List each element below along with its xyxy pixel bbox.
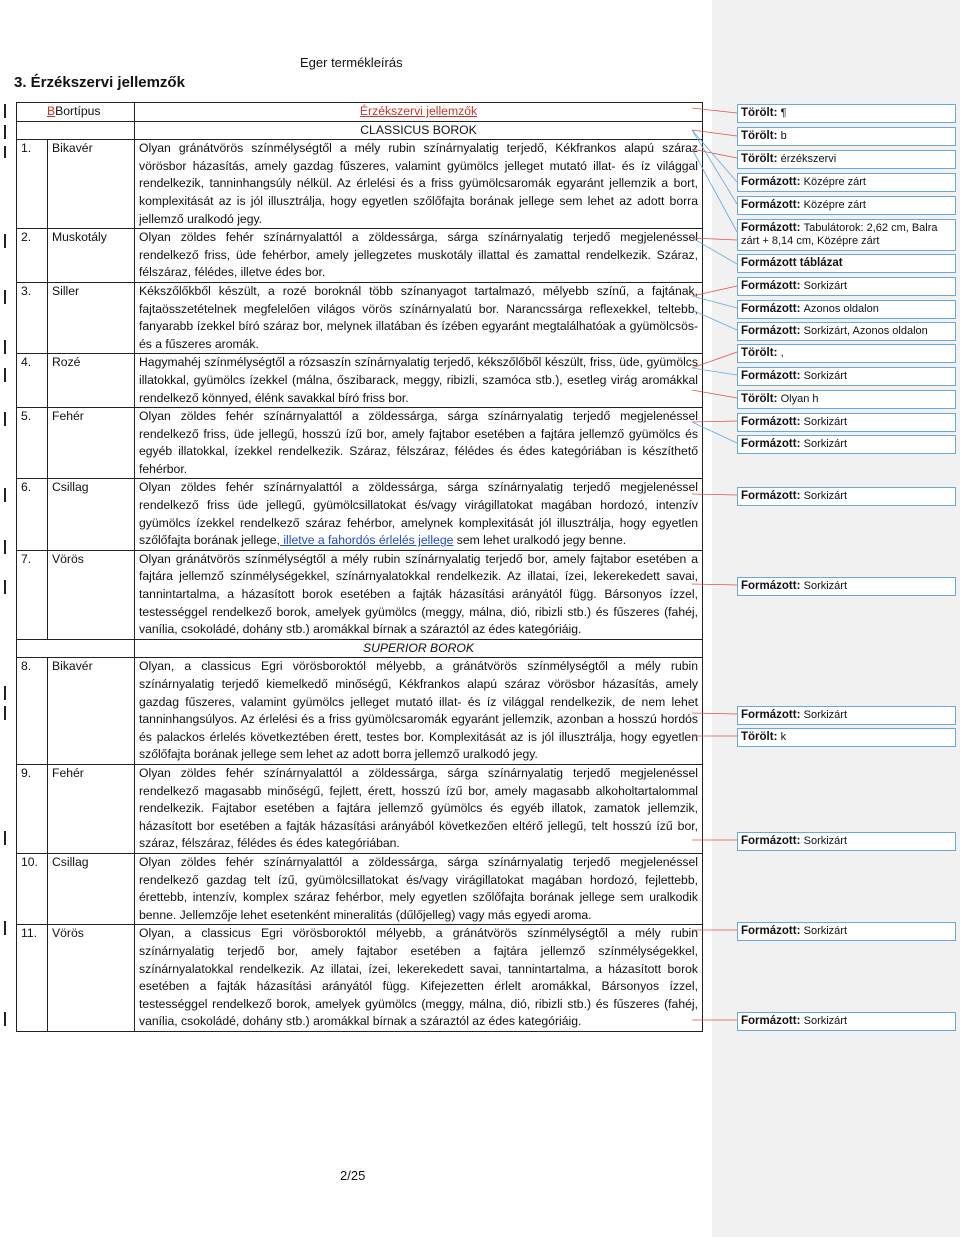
balloon-label: Formázott: [741, 709, 801, 721]
col-header-type: BBortípus [17, 103, 135, 122]
balloon-value: Sorkizárt [803, 580, 848, 592]
balloon-label: Formázott: [741, 490, 801, 502]
wine-description: Hagymahéj színmélységtől a rózsaszín színárnyalatig terjedő, kékszőlőből készült, friss, üde, gyümölcs illatokkal, gyümölcs ízekkel (málna, őszibarack, meggy, ribizli, szamóca stb.), esetleg virág aromákkal rendelkező könnyed, élénk savakkal bíró friss bor. [135, 354, 703, 408]
balloon-value: Sorkizárt [803, 490, 848, 502]
balloon-value: Olyan h [780, 393, 819, 405]
wine-type: Fehér [48, 408, 135, 479]
row-number: 4. [17, 354, 48, 408]
page-number: 2/25 [340, 1168, 366, 1183]
col-header-sensory-label: Érzékszervi jellemzők [359, 104, 478, 118]
balloon-value: , [780, 347, 784, 359]
balloon-label: Formázott: [741, 325, 801, 337]
revision-balloon[interactable] [737, 922, 956, 941]
balloon-label: Formázott: [741, 1015, 801, 1027]
row-number: 5. [17, 408, 48, 479]
balloon-value: Sorkizárt [803, 416, 848, 428]
balloon-label: Formázott: [741, 222, 801, 234]
balloon-value: Sorkizárt [803, 835, 848, 847]
revision-balloon[interactable] [737, 728, 956, 747]
row-number: 6. [17, 479, 48, 550]
wine-description: Olyan, a classicus Egri vörösboroktól mélyebb, a gránátvörös színmélységtől a mély rubin színárnyalatig terjedő kiemelkedő minőségű, Kékfrankos alapú száraz vörösbor házasítás, amely gazdag fűszeres, valamint gyümölcs jelleget mutató illat- és íz világgal rendelkezik, de nem lehet tanninhangsúlyos. Az érlelési és a friss gyümölcsaromák egyaránt jellemzik, azonban a hosszú hordós és palackos érlelés következtében érett, testes bor. Komplexitását az is jól illusztrálja, hogy egyetlen szőlőfajta borának jellege sem lehet az adott borra jellemző uralkodó jegy. [135, 658, 703, 765]
revision-balloon[interactable] [737, 1012, 956, 1031]
balloon-label: Formázott: [741, 438, 801, 450]
row-number: 10. [17, 853, 48, 924]
revision-balloon[interactable] [737, 219, 956, 251]
wine-description: Kékszőlőkből készült, a rozé boroknál több színanyagot tartalmazó, mélyebb színű, a fajtának, fajtaösszetételnek megfelelően világos vörös színárnyalatú bor. Narancssárga reflexekkel, teltebb, fanyarabb ízekkel bíró száraz bor, melynek illatában és ízében egyaránt megtalálhatóak a gyümölcsös- és a fűszeres aromák. [135, 282, 703, 353]
row-number: 8. [17, 658, 48, 765]
balloon-value: Sorkizárt [803, 925, 848, 937]
wine-type: Csillag [48, 853, 135, 924]
wine-type: Rozé [48, 354, 135, 408]
revision-balloon[interactable] [737, 487, 956, 506]
description-tail: sem lehet uralkodó jegy benne. [453, 533, 627, 548]
wine-description: Olyan zöldes fehér színárnyalattól a zöldessárga, sárga színárnyalatig terjedő megjelenéssel rendelkező magasabb minőségű, fejlett, érett, hosszú ízű bor, amely magasabb alkoholtartalommal rendelkezik. Fajtabor esetében a fajtára jellemző gyümölcs és egyéb illatok, zamatok jellemzik, házasított bor esetében a fajták házasítási arányából következően eltérő jellegű, telt hosszú ízű bor, száraz, félszáraz, félédes és édes kategóriában. [135, 764, 703, 853]
balloon-label: Törölt: [741, 107, 778, 119]
balloon-value: Sorkizárt [803, 438, 848, 450]
wine-type: Bikavér [48, 140, 135, 229]
revision-balloon[interactable] [737, 196, 956, 215]
balloon-label: Törölt: [741, 347, 778, 359]
running-header: Eger termékleírás [300, 55, 403, 70]
balloon-value: Tabulátorok: 2,62 cm, Balra zárt + 8,14 cm, Középre zárt [741, 222, 938, 247]
section-title: 3. Érzékszervi jellemzők [14, 74, 185, 91]
wine-type: Csillag [48, 479, 135, 550]
wine-type: Muskotály [48, 229, 135, 283]
balloon-value: k [780, 731, 787, 743]
balloon-value: Sorkizárt [803, 1015, 848, 1027]
revision-balloon[interactable] [737, 322, 956, 341]
revision-balloon[interactable] [737, 173, 956, 192]
balloon-label: Törölt: [741, 731, 778, 743]
wine-type: Fehér [48, 764, 135, 853]
revision-balloon[interactable] [737, 390, 956, 409]
balloon-label: Formázott: [741, 303, 801, 315]
balloon-label: Formázott: [741, 416, 801, 428]
row-number: 11. [17, 925, 48, 1032]
balloon-label: Törölt: [741, 393, 778, 405]
col-header-type-label: Bortípus [55, 104, 101, 118]
group-classicus: CLASSICUS BOROK [135, 121, 703, 140]
balloon-label: Formázott: [741, 835, 801, 847]
revision-balloon[interactable] [737, 104, 956, 123]
row-number: 2. [17, 229, 48, 283]
balloon-value: b [780, 130, 787, 142]
balloon-value: Középre zárt [803, 176, 866, 188]
revision-balloon[interactable] [737, 435, 956, 454]
balloon-label: Formázott táblázat [741, 257, 843, 269]
revision-balloon[interactable] [737, 254, 956, 273]
revision-balloon[interactable] [737, 344, 956, 363]
row-number: 1. [17, 140, 48, 229]
group-superior: SUPERIOR BOROK [135, 639, 703, 658]
revision-balloon[interactable] [737, 367, 956, 386]
revision-balloon[interactable] [737, 150, 956, 169]
inserted-text: illetve a fahordós érlelés jellege [279, 533, 454, 548]
revision-balloon[interactable] [737, 277, 956, 296]
revision-balloon[interactable] [737, 300, 956, 319]
balloon-value: ¶ [780, 107, 787, 119]
balloon-label: Formázott: [741, 280, 801, 292]
balloon-value: Sorkizárt [803, 370, 848, 382]
revision-balloon[interactable] [737, 127, 956, 146]
balloon-value: Sorkizárt, Azonos oldalon [803, 325, 928, 337]
balloon-label: Formázott: [741, 199, 801, 211]
revision-balloon[interactable] [737, 706, 956, 725]
wine-description: Olyan zöldes fehér színárnyalattól a zöldessárga, sárga színárnyalatig terjedő megjelenéssel rendelkező friss, üde fehérbor, amely jellegzetes muskotály illattal és zamattal rendelkezik. Száraz, félszáraz, félédes, illetve édes bor. [135, 229, 703, 283]
wine-type: Vörös [48, 925, 135, 1032]
revision-balloon[interactable] [737, 413, 956, 432]
description-text: Olyan zöldes fehér színárnyalattól a zöldessárga, sárga színárnyalatig terjedő megjelenéssel rendelkező friss üde jellegű, gyümölcsillatokat és/vagy virágillatokat magában hordozó, intenzív gyümölcs ízekkel rendelkező száraz fehérbor, amelynek komplexitását jól illusztrálja, hogy egyetlen szőlőfajta borának jellege, [139, 480, 698, 548]
balloon-value: érzékszervi [780, 153, 837, 165]
balloon-value: Sorkizárt [803, 280, 848, 292]
balloon-label: Formázott: [741, 370, 801, 382]
balloon-value: Azonos oldalon [803, 303, 879, 315]
balloon-label: Formázott: [741, 176, 801, 188]
revision-balloon[interactable] [737, 577, 956, 596]
balloon-label: Formázott: [741, 580, 801, 592]
wine-type: Vörös [48, 550, 135, 639]
wine-description: Olyan gránátvörös színmélységtől a mély rubin színárnyalatig terjedő bor, amely fajtabor esetében a fajtára jellemző színmélységekkel, színárnyalatokkal rendelkezik. Az illatai, ízei, lekerekedett savai, tannintartalma, a házasított borok esetében a fajták házasítási arányától függ. Bársonyos ízzel, testességgel rendelkező borok, amelyek gyümölcs (meggy, málna, dió, ribizli stb.) és fűszeres (fahéj, vanília, csokoládé, dohány stb.) aromákkal bírnak a száraztól az édes kategóriáig. [135, 550, 703, 639]
row-number: 3. [17, 282, 48, 353]
row-number: 7. [17, 550, 48, 639]
balloon-label: Formázott: [741, 925, 801, 937]
wine-type: Siller [48, 282, 135, 353]
balloon-value: Középre zárt [803, 199, 866, 211]
balloon-value: Sorkizárt [803, 709, 848, 721]
wine-type: Bikavér [48, 658, 135, 765]
wine-description: Olyan gránátvörös színmélységtől a mély rubin színárnyalatig terjedő, Kékfrankos alapú száraz vörösbor házasítás, amely gazdag fűszeres, valamint gyümölcs jelleget mutató illat- és íz világgal rendelkezik, tanninhangsúly nélkül. Az érlelési és a friss gyümölcsaromák egyaránt jellemzik a bort, komplexitását az is jól illusztrálja, hogy egyetlen szőlőfajta borának jellege sem lehet az adott borra jellemző uralkodó jegy. [135, 140, 703, 229]
row-number: 9. [17, 764, 48, 853]
wine-description: Olyan, a classicus Egri vörösboroktól mélyebb, a gránátvörös színmélységtől a mély rubin színárnyalatig terjedő bor, amely fajtabor esetében a fajtára jellemző színmélységekkel, színárnyalatokkal rendelkezik. Az illatai, ízei, lekerekedett savai, tannintartalma, a házasított borok esetében a fajták házasítási arányától függ. Kifejezetten érlelt aromákkal, Bársonyos ízzel, testességgel rendelkező borok, amelyek gyümölcs (meggy, málna, dió, ribizli stb.) és fűszeres (fahéj, vanília, csokoládé, dohány stb.) aromákkal bírnak a száraztól az édes kategóriáig. [135, 925, 703, 1032]
revision-balloon[interactable] [737, 832, 956, 851]
balloon-label: Törölt: [741, 153, 778, 165]
wine-description: Olyan zöldes fehér színárnyalattól a zöldessárga, sárga színárnyalatig terjedő megjelenéssel rendelkező gazdag telt ízű, gyümölcsillatokat és/vagy virágillatokat magában hordozó, fejlettebb, érettebb, intenzív, komplex száraz fehérbor, mely egyetlen szőlőfajta borának jellege sem uralkodik benne. Jellemzője lehet esetenként mineralitás (dűlőjelleg) vagy más egyedi aroma. [135, 853, 703, 924]
balloon-label: Törölt: [741, 130, 778, 142]
wine-description: Olyan zöldes fehér színárnyalattól a zöldessárga, sárga színárnyalatig terjedő megjelenéssel rendelkező friss, üde jellegű, hosszú ízű bor, amely fajtabor esetében a fajtára jellemző gyümölcs és egyéb illatokkal, ízekkel rendelkezik. Száraz, félszáraz, félédes és édes kategóriában is készíthető fehérbor. [135, 408, 703, 479]
